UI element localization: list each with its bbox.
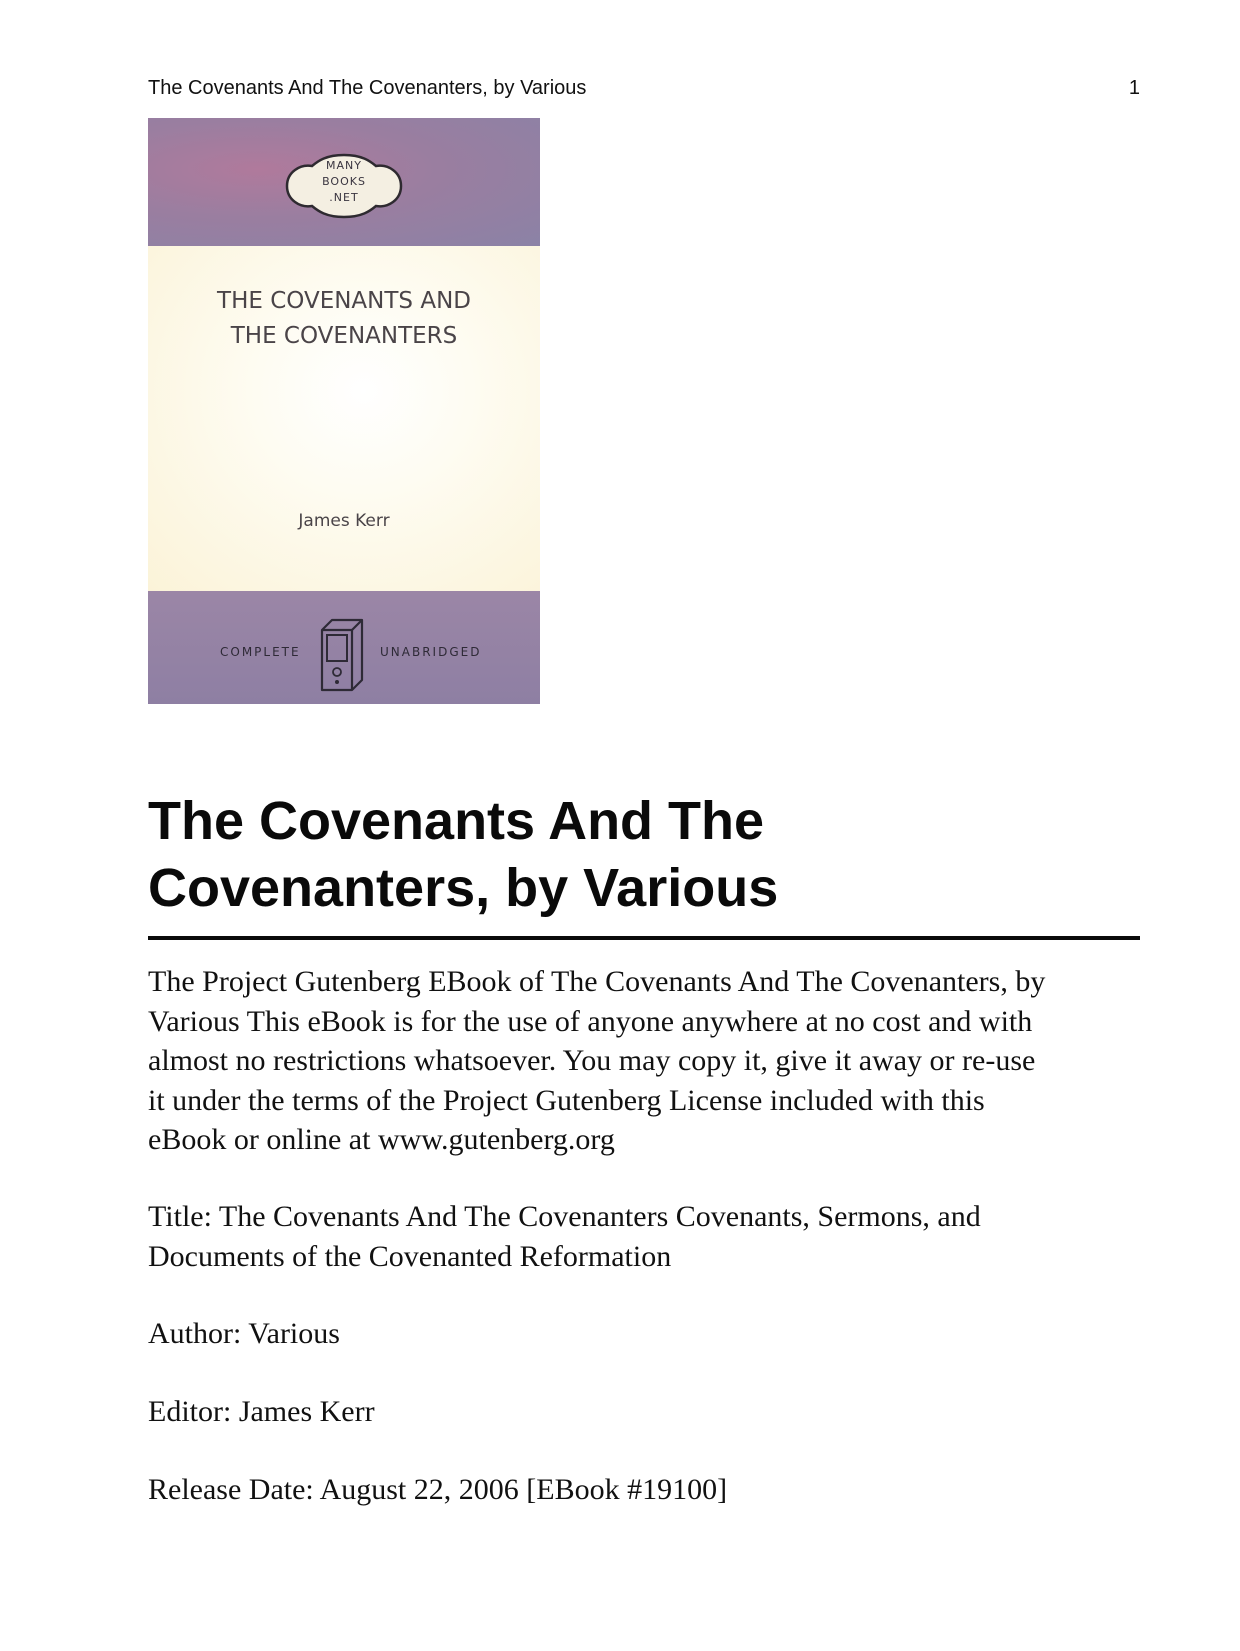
author-line: Author: Various: [148, 1317, 340, 1350]
intro-line: eBook or online at www.gutenberg.org: [148, 1123, 615, 1156]
cover-image: [148, 118, 540, 704]
intro-line: it under the terms of the Project Gutenberg License included with this: [148, 1083, 985, 1117]
logo-line: .NET: [329, 191, 359, 204]
release-date-field: [148, 1470, 1140, 1510]
title-field-line: Title: The Covenants And The Covenanters Covenants, Sermons, and: [148, 1200, 981, 1233]
editor-field: [148, 1392, 1140, 1432]
ebook-reader-icon: [318, 614, 368, 692]
cover-title-line: THE COVENANTS AND: [217, 288, 471, 314]
book-title-line: Covenanters, by Various: [148, 858, 779, 918]
cover-title: [148, 284, 540, 354]
release-line: Release Date: August 22, 2006 [EBook #19100]: [148, 1473, 728, 1506]
cover-logo-text: [284, 158, 404, 206]
intro-line: Various This eBook is for the use of anyone anywhere at no cost and with: [148, 1004, 1033, 1038]
title-field-line: Documents of the Covenanted Reformation: [148, 1239, 672, 1273]
page-number: 1: [1128, 77, 1140, 99]
cover-title-line: THE COVENANTERS: [230, 323, 458, 349]
editor-line: Editor: James Kerr: [148, 1395, 375, 1428]
author-field: [148, 1314, 1140, 1354]
title-field: [148, 1197, 1140, 1276]
book-title-line: The Covenants And The: [148, 791, 765, 851]
intro-line: The Project Gutenberg EBook of The Covenants And The Covenanters, by: [148, 965, 1046, 998]
intro-paragraph: [148, 962, 1140, 1160]
cover-complete-label: COMPLETE: [220, 645, 301, 659]
intro-line: almost no restrictions whatsoever. You may copy it, give it away or re-use: [148, 1044, 1036, 1077]
book-title: [148, 788, 1140, 922]
cover-author: James Kerr: [298, 511, 390, 531]
running-title: The Covenants And The Covenanters, by Various: [148, 77, 587, 99]
title-rule-divider: [148, 936, 1140, 940]
cover-unabridged-label: UNABRIDGED: [380, 645, 482, 659]
running-header: [148, 74, 1140, 102]
logo-line: MANY: [326, 159, 362, 172]
logo-line: BOOKS: [322, 175, 366, 188]
